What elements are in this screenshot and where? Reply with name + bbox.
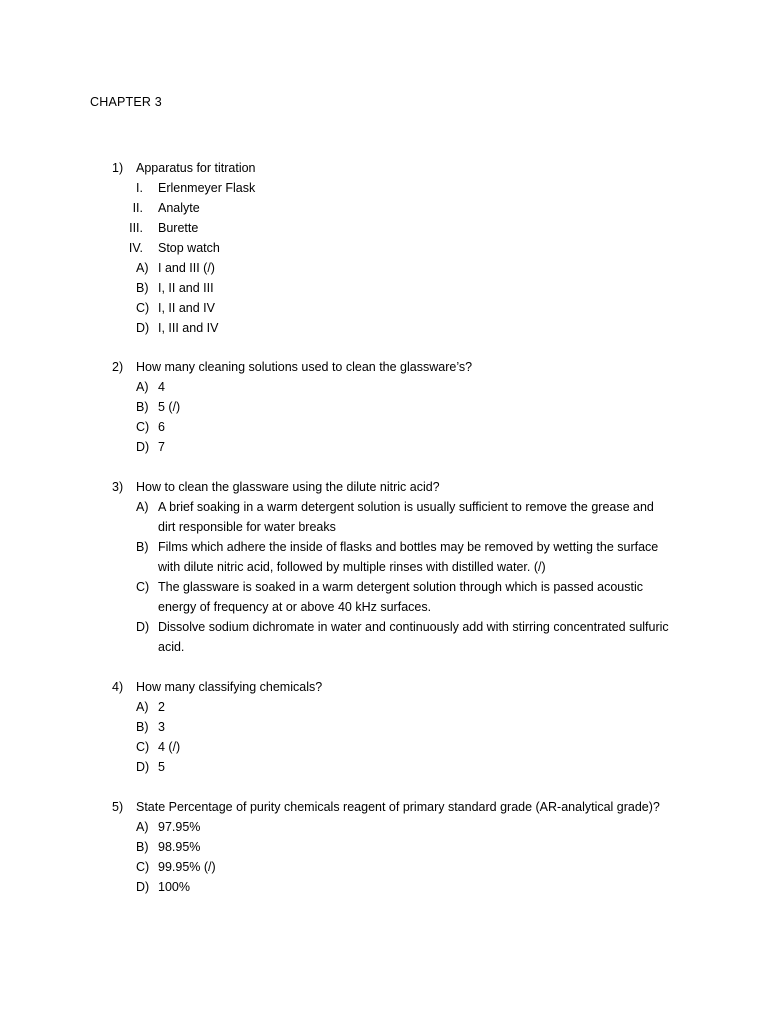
roman-item <box>112 238 672 258</box>
answer-option <box>112 757 672 777</box>
answer-option <box>112 397 672 417</box>
option-letter: B) <box>136 281 149 295</box>
option-text: A brief soaking in a warm detergent solution is usually sufficient to remove the grease and dirt responsible for water breaks <box>158 500 654 534</box>
option-letter: A) <box>136 261 149 275</box>
question-line <box>112 677 672 697</box>
roman-item <box>112 178 672 198</box>
option-letter: B) <box>136 840 149 854</box>
option-letter: C) <box>136 860 150 874</box>
chapter-title: CHAPTER 3 <box>90 95 162 109</box>
question-number: 2) <box>112 360 124 374</box>
question-line <box>112 797 672 817</box>
roman-numeral: III. <box>129 221 143 235</box>
question-text: How many classifying chemicals? <box>136 680 323 694</box>
question-4 <box>112 677 672 777</box>
option-letter: D) <box>136 321 150 335</box>
option-text: I, III and IV <box>158 321 219 335</box>
option-text: 3 <box>158 720 165 734</box>
option-text: 97.95% <box>158 820 201 834</box>
option-letter: A) <box>136 500 149 514</box>
answer-option <box>112 857 672 877</box>
roman-item <box>112 198 672 218</box>
option-letter: B) <box>136 400 149 414</box>
roman-item-text: Stop watch <box>158 241 220 255</box>
option-text: 99.95% (/) <box>158 860 216 874</box>
option-text: 7 <box>158 440 165 454</box>
question-number: 4) <box>112 680 124 694</box>
option-letter: A) <box>136 700 149 714</box>
option-letter: C) <box>136 420 150 434</box>
answer-option <box>112 877 672 897</box>
question-line <box>112 357 672 377</box>
question-5 <box>112 797 672 897</box>
roman-item-text: Burette <box>158 221 199 235</box>
answer-option <box>112 617 672 657</box>
option-text: I and III (/) <box>158 261 215 275</box>
answer-option <box>112 318 672 338</box>
answer-option <box>112 837 672 857</box>
option-text: 98.95% <box>158 840 201 854</box>
option-letter: D) <box>136 880 150 894</box>
answer-option <box>112 497 672 537</box>
option-text: 6 <box>158 420 165 434</box>
option-text: I, II and III <box>158 281 214 295</box>
option-text: 2 <box>158 700 165 714</box>
question-3 <box>112 477 672 657</box>
answer-option <box>112 258 672 278</box>
question-line <box>112 477 672 497</box>
option-letter: D) <box>136 760 150 774</box>
roman-item-text: Analyte <box>158 201 200 215</box>
roman-item <box>112 218 672 238</box>
question-1 <box>112 158 672 338</box>
option-letter: A) <box>136 820 149 834</box>
question-number: 3) <box>112 480 124 494</box>
question-text: How many cleaning solutions used to clean the glassware’s? <box>136 360 473 374</box>
roman-item-text: Erlenmeyer Flask <box>158 181 256 195</box>
answer-option <box>112 737 672 757</box>
option-text: 5 (/) <box>158 400 181 414</box>
option-letter: B) <box>136 720 149 734</box>
answer-option <box>112 717 672 737</box>
answer-option <box>112 298 672 318</box>
option-text: I, II and IV <box>158 301 215 315</box>
question-line <box>112 158 672 178</box>
question-text: Apparatus for titration <box>136 161 256 175</box>
question-number: 5) <box>112 800 124 814</box>
option-text: Films which adhere the inside of flasks and bottles may be removed by wetting the surface with dilute nitric acid, followed by multiple rinses with distilled water. (/) <box>158 540 659 574</box>
roman-numeral: II. <box>132 201 143 215</box>
option-text: 4 <box>158 380 165 394</box>
answer-option <box>112 817 672 837</box>
option-letter: C) <box>136 580 150 594</box>
answer-option <box>112 377 672 397</box>
option-text: Dissolve sodium dichromate in water and continuously add with stirring concentrated sulfuric acid. <box>158 620 669 654</box>
answer-option <box>112 417 672 437</box>
answer-option <box>112 537 672 577</box>
answer-option <box>112 437 672 457</box>
question-2 <box>112 357 672 457</box>
option-text: The glassware is soaked in a warm detergent solution through which is passed acoustic energy of frequency at or above 40 kHz surfaces. <box>158 580 643 614</box>
option-letter: C) <box>136 301 150 315</box>
option-letter: D) <box>136 440 150 454</box>
option-letter: C) <box>136 740 150 754</box>
question-text: State Percentage of purity chemicals reagent of primary standard grade (AR-analytical grade)? <box>136 800 660 814</box>
option-letter: A) <box>136 380 149 394</box>
question-text: How to clean the glassware using the dilute nitric acid? <box>136 480 440 494</box>
option-text: 5 <box>158 760 165 774</box>
answer-option <box>112 697 672 717</box>
answer-option <box>112 278 672 298</box>
option-letter: D) <box>136 620 150 634</box>
option-text: 100% <box>158 880 190 894</box>
question-number: 1) <box>112 161 124 175</box>
roman-numeral: I. <box>136 181 143 195</box>
roman-numeral: IV. <box>128 241 143 255</box>
option-text: 4 (/) <box>158 740 181 754</box>
option-letter: B) <box>136 540 149 554</box>
answer-option <box>112 577 672 617</box>
